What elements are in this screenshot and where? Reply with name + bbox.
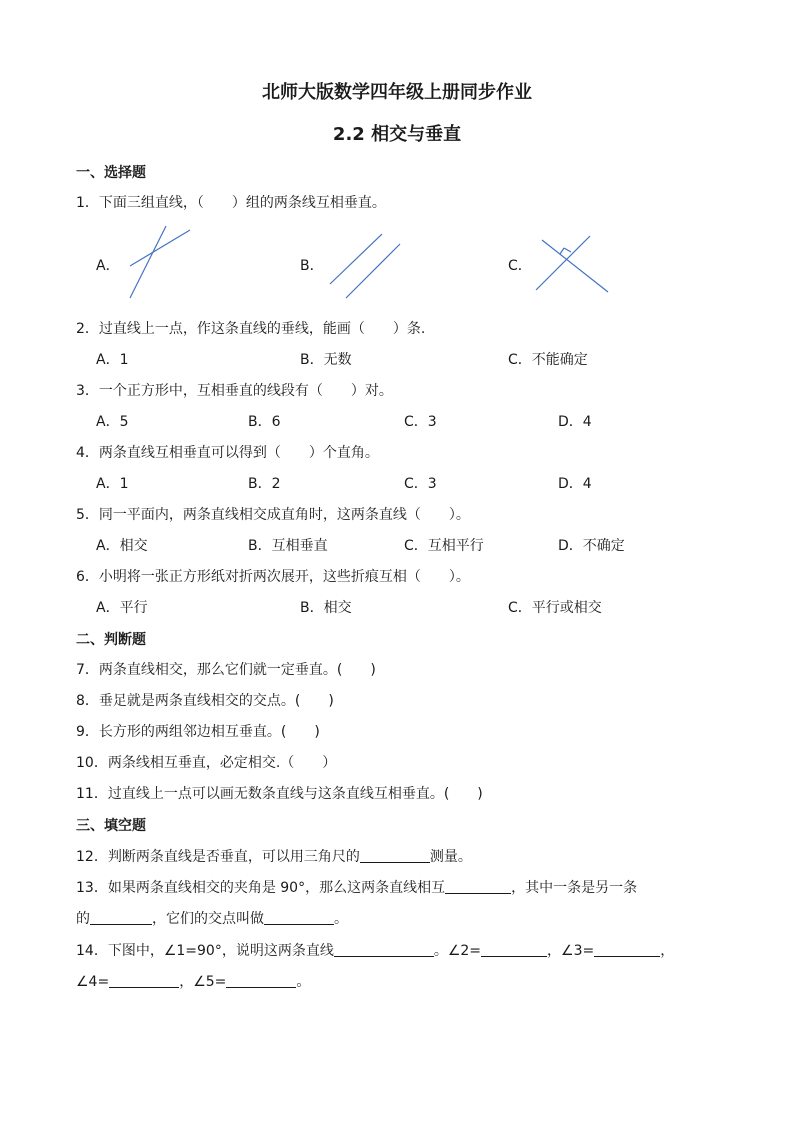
q13-blank-1[interactable] <box>445 879 511 894</box>
section-title-choice: 一、选择题 <box>76 165 146 181</box>
q2-option-a[interactable]: A．1 <box>96 352 129 368</box>
question-12 <box>76 846 472 866</box>
q14-blank-3[interactable] <box>594 942 660 957</box>
q6-option-c[interactable]: C．平行或相交 <box>508 600 602 616</box>
q14-blank-4[interactable] <box>109 973 179 988</box>
q3-option-b[interactable]: B．6 <box>248 414 281 430</box>
question-13-line-1 <box>76 877 637 897</box>
q6-option-a[interactable]: A．平行 <box>96 600 148 616</box>
section-title-judge: 二、判断题 <box>76 632 146 648</box>
q2-option-b[interactable]: B．无数 <box>300 352 352 368</box>
q3-option-a[interactable]: A．5 <box>96 414 129 430</box>
question-11: 11．过直线上一点可以画无数条直线与这条直线互相垂直。( ) <box>76 786 483 802</box>
question-6: 6．小明将一张正方形纸对折两次展开，这些折痕互相（ ）。 <box>76 569 470 585</box>
figure-perpendicular-lines <box>534 232 612 296</box>
q13-text-3: 的 <box>76 911 90 927</box>
q1-option-c[interactable]: C． <box>508 258 532 274</box>
q4-option-d[interactable]: D．4 <box>558 476 592 492</box>
question-1: 1．下面三组直线，（ ）组的两条线互相垂直。 <box>76 195 386 211</box>
q14-text-5: ∠4= <box>76 974 110 990</box>
q14-blank-1[interactable] <box>334 942 434 957</box>
q3-option-d[interactable]: D．4 <box>558 414 592 430</box>
q5-option-d[interactable]: D．不确定 <box>558 538 625 554</box>
question-2: 2．过直线上一点，作这条直线的垂线，能画（ ）条. <box>76 321 426 337</box>
q14-text-7: 。 <box>296 974 311 990</box>
q5-option-a[interactable]: A．相交 <box>96 538 148 554</box>
q14-text-6: ，∠5= <box>179 974 227 990</box>
q12-text-2: 测量。 <box>429 849 472 865</box>
question-3: 3．一个正方形中，互相垂直的线段有（ ）对。 <box>76 383 393 399</box>
figure-parallel-lines <box>326 228 406 304</box>
q1-option-b[interactable]: B． <box>300 258 324 274</box>
q4-option-b[interactable]: B．2 <box>248 476 281 492</box>
page-subtitle: 2.2 相交与垂直 <box>332 124 462 145</box>
q12-text-1: 12．判断两条直线是否垂直，可以用三角尺的 <box>76 849 360 865</box>
figure-intersecting-lines <box>124 222 196 302</box>
q5-option-c[interactable]: C．互相平行 <box>404 538 484 554</box>
question-8: 8．垂足就是两条直线相交的交点。( ) <box>76 693 334 709</box>
q13-text-4: ，它们的交点叫做 <box>152 911 264 927</box>
question-10: 10．两条线相互垂直，必定相交.（ ） <box>76 755 337 771</box>
q13-blank-3[interactable] <box>264 910 334 925</box>
q6-option-b[interactable]: B．相交 <box>300 600 352 616</box>
q13-text-1: 13．如果两条直线相交的夹角是 90°，那么这两条直线相互 <box>76 880 446 896</box>
q5-option-b[interactable]: B．互相垂直 <box>248 538 328 554</box>
q2-option-c[interactable]: C．不能确定 <box>508 352 588 368</box>
q4-option-a[interactable]: A．1 <box>96 476 129 492</box>
question-7: 7．两条直线相交，那么它们就一定垂直。( ) <box>76 662 376 678</box>
q14-blank-5[interactable] <box>226 973 296 988</box>
q14-text-1: 14．下图中，∠1=90°，说明这两条直线 <box>76 943 334 959</box>
question-4: 4．两条直线互相垂直可以得到（ ）个直角。 <box>76 445 379 461</box>
q14-text-2: 。∠2= <box>433 943 482 959</box>
q14-text-4: ， <box>660 943 675 959</box>
page-title: 北师大版数学四年级上册同步作业 <box>262 82 532 103</box>
q12-blank[interactable] <box>360 848 430 863</box>
section-title-fill: 三、填空题 <box>76 818 146 834</box>
q3-option-c[interactable]: C．3 <box>404 414 437 430</box>
q13-blank-2[interactable] <box>90 910 152 925</box>
question-14-line-1 <box>76 940 674 960</box>
question-13-line-2 <box>76 908 348 928</box>
q14-text-3: ，∠3= <box>547 943 595 959</box>
q4-option-c[interactable]: C．3 <box>404 476 437 492</box>
q13-text-2: ，其中一条是另一条 <box>511 880 638 896</box>
q14-blank-2[interactable] <box>481 942 547 957</box>
q13-text-5: 。 <box>334 911 348 927</box>
question-5: 5．同一平面内，两条直线相交成直角时，这两条直线（ ）。 <box>76 507 470 523</box>
question-14-line-2 <box>76 971 310 991</box>
question-9: 9．长方形的两组邻边相互垂直。( ) <box>76 724 320 740</box>
q1-option-a[interactable]: A． <box>96 258 120 274</box>
